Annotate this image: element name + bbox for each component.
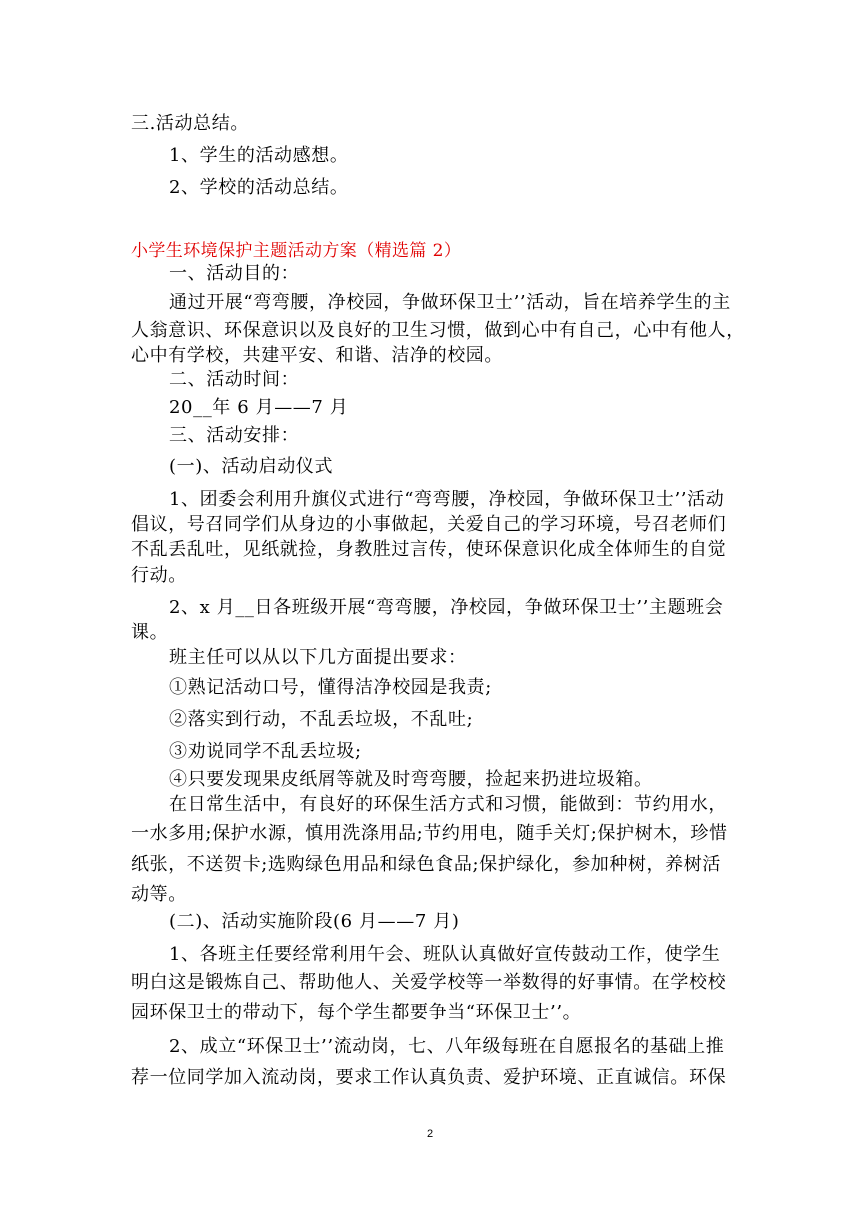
paragraph-line: 明白这是锻炼自己、帮助他人、关爱学校等一举数得的好事情。在学校校: [131, 972, 727, 993]
purpose-title: 一、活动目的：: [169, 263, 300, 284]
paragraph-line: 通过开展“弯弯腰，净校园，争做环保卫士’’活动，旨在培养学生的主: [169, 292, 731, 313]
paragraph-line: 课。: [131, 622, 169, 643]
requirement-item: ②落实到行动，不乱丢垃圾，不乱吐;: [169, 709, 474, 730]
requirements-intro: 班主任可以从以下几方面提出要求：: [169, 647, 467, 668]
summary-title: 三.活动总结。: [131, 113, 249, 134]
requirement-item: ③劝说同学不乱丢垃圾;: [169, 741, 362, 762]
page-number: 2: [426, 1128, 434, 1140]
summary-item-2: 2、学校的活动总结。: [169, 177, 349, 198]
paragraph-line: 一水多用;保护水源，慎用洗涤用品;节约用电，随手关灯;保护树木，珍惜: [131, 823, 728, 844]
section-heading: 小学生环境保护主题活动方案（精选篇 2）: [131, 241, 462, 261]
paragraph-line: 在日常生活中，有良好的环保生活方式和习惯，能做到：节约用水，: [169, 794, 727, 815]
paragraph-line: 心中有学校，共建平安、和谐、洁净的校园。: [131, 345, 503, 366]
paragraph-line: 行动。: [131, 565, 187, 586]
time-value: 20__年 6 月——7 月: [169, 397, 349, 418]
summary-item-1: 1、学生的活动感想。: [169, 145, 349, 166]
arrangement-title: 三、活动安排：: [169, 425, 300, 446]
paragraph-line: 荐一位同学加入流动岗，要求工作认真负责、爱护环境、正直诚信。环保: [131, 1067, 727, 1088]
paragraph-line: 人翁意识、环保意识以及良好的卫生习惯，做到心中有自己，心中有他人，: [131, 320, 745, 341]
paragraph-line: 动等。: [131, 884, 187, 905]
paragraph-line: 纸张，不送贺卡;选购绿色用品和绿色食品;保护绿化，参加种树，养树活: [131, 854, 721, 875]
paragraph-line: 1、各班主任要经常利用午会、班队认真做好宣传鼓动工作，使学生: [169, 944, 721, 965]
requirement-item: ①熟记活动口号，懂得洁净校园是我责;: [169, 677, 492, 698]
part1-title: (一)、活动启动仪式: [169, 456, 334, 477]
requirement-item: ④只要发现果皮纸屑等就及时弯弯腰，捡起来扔进垃圾箱。: [169, 769, 653, 790]
part2-title: (二)、活动实施阶段(6 月——7 月): [169, 911, 460, 932]
paragraph-line: 倡议，号召同学们从身边的小事做起，关爱自己的学习环境，号召老师们: [131, 514, 727, 535]
time-title: 二、活动时间：: [169, 369, 300, 390]
paragraph-line: 不乱丢乱吐，见纸就捡，身教胜过言传，使环保意识化成全体师生的自觉: [131, 539, 727, 560]
paragraph-line: 1、团委会利用升旗仪式进行“弯弯腰，净校园，争做环保卫士’’活动: [169, 489, 725, 510]
paragraph-line: 园环保卫士的带动下，每个学生都要争当“环保卫士’’。: [131, 1002, 582, 1023]
paragraph-line: 2、成立“环保卫士’’流动岗，七、八年级每班在自愿报名的基础上推: [169, 1036, 725, 1057]
paragraph-line: 2、x 月__日各班级开展“弯弯腰，净校园，争做环保卫士’’主题班会: [169, 597, 724, 618]
